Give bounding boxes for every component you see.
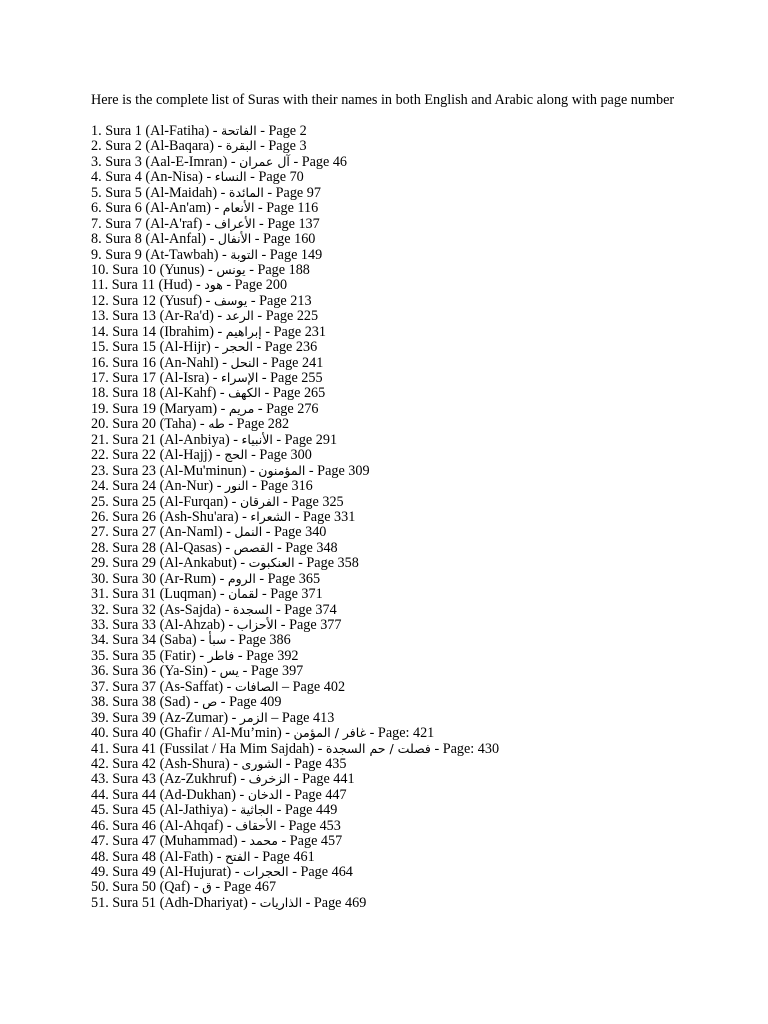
- sura-list-item: [91, 710, 691, 725]
- sura-page-number: - Page 467: [211, 879, 277, 896]
- sura-english-name: 15. Sura 15 (Al-Hijr) -: [91, 339, 223, 356]
- sura-english-name: 7. Sura 7 (Al-A'raf) -: [91, 215, 215, 232]
- sura-list-item: [91, 663, 691, 678]
- sura-page-number: - Page 449: [273, 802, 338, 819]
- sura-page-number: - Page 340: [262, 524, 327, 541]
- document-page: [91, 92, 691, 910]
- sura-english-name: 22. Sura 22 (Al-Hajj) -: [91, 447, 225, 464]
- sura-page-number: - Page 374: [272, 601, 337, 618]
- sura-page-number: - Page: 430: [430, 740, 500, 757]
- sura-list-item: [91, 324, 691, 339]
- sura-english-name: 37. Sura 37 (As-Saffat) -: [91, 678, 235, 695]
- sura-page-number: - Page 160: [251, 231, 316, 248]
- sura-page-number: - Page 348: [273, 539, 338, 556]
- sura-list-item: [91, 802, 691, 817]
- sura-arabic-name: الشورى: [241, 755, 283, 771]
- sura-list-item: [91, 694, 691, 709]
- sura-page-number: - Page 200: [222, 277, 288, 294]
- sura-list-item: [91, 586, 691, 601]
- sura-list-item: [91, 849, 691, 864]
- sura-arabic-name: الحج: [224, 447, 248, 463]
- sura-list-item: [91, 524, 691, 539]
- sura-arabic-name: يوسف: [213, 292, 248, 308]
- sura-english-name: 17. Sura 17 (Al-Isra) -: [91, 370, 222, 386]
- sura-page-number: - Page 447: [282, 786, 347, 803]
- sura-arabic-name: إبراهيم: [225, 323, 262, 339]
- sura-list-item: [91, 617, 691, 632]
- sura-list-item: [91, 231, 691, 246]
- sura-list-item: [91, 308, 691, 323]
- sura-page-number: - Page 453: [276, 817, 341, 834]
- sura-english-name: 5. Sura 5 (Al-Maidah) -: [91, 184, 229, 201]
- sura-english-name: 8. Sura 8 (Al-Anfal) -: [91, 231, 218, 248]
- sura-page-number: - Page 137: [255, 215, 320, 232]
- sura-page-number: – Page 402: [278, 678, 346, 695]
- sura-arabic-name: الدخان: [247, 786, 283, 802]
- sura-page-number: - Page 116: [254, 200, 319, 217]
- sura-list-item: [91, 741, 691, 756]
- sura-english-name: 50. Sura 50 (Qaf) -: [91, 879, 203, 896]
- sura-list-item: [91, 432, 691, 447]
- sura-arabic-name: الشعراء: [250, 508, 292, 524]
- sura-list-item: [91, 509, 691, 524]
- sura-english-name: 49. Sura 49 (Al-Hujurat) -: [91, 864, 244, 880]
- sura-list-item: [91, 416, 691, 431]
- sura-english-name: 32. Sura 32 (As-Sajda) -: [91, 601, 233, 618]
- sura-english-name: 1. Sura 1 (Al-Fatiha) -: [91, 123, 222, 139]
- sura-arabic-name: الأنبياء: [241, 431, 273, 447]
- sura-list: [91, 123, 691, 910]
- sura-arabic-name: السجدة: [232, 601, 273, 617]
- sura-english-name: 48. Sura 48 (Al-Fath) -: [91, 848, 225, 865]
- sura-page-number: - Page 241: [259, 354, 324, 371]
- sura-list-item: [91, 262, 691, 277]
- sura-english-name: 45. Sura 45 (Al-Jathiya) -: [91, 802, 240, 819]
- sura-list-item: [91, 756, 691, 771]
- sura-arabic-name: الحجرات: [243, 864, 289, 879]
- sura-list-item: [91, 154, 691, 169]
- sura-list-item: [91, 787, 691, 802]
- sura-arabic-name: سبأ: [208, 632, 227, 648]
- sura-page-number: - Page 358: [294, 555, 359, 572]
- sura-page-number: - Page 70: [246, 169, 304, 186]
- sura-page-number: - Page 225: [253, 308, 319, 325]
- sura-arabic-name: يونس: [216, 261, 246, 277]
- sura-page-number: - Page 188: [245, 261, 310, 278]
- sura-english-name: 44. Sura 44 (Ad-Dukhan) -: [91, 786, 248, 803]
- sura-arabic-name: الجاثية: [239, 802, 274, 818]
- sura-list-item: [91, 494, 691, 509]
- sura-page-number: - Page 276: [254, 400, 319, 417]
- sura-list-item: [91, 679, 691, 694]
- sura-arabic-name: الأحقاف: [235, 817, 277, 833]
- sura-list-item: [91, 123, 691, 138]
- sura-english-name: 36. Sura 36 (Ya-Sin) -: [91, 663, 220, 680]
- sura-page-number: – Page 413: [267, 709, 335, 726]
- sura-list-item: [91, 447, 691, 462]
- sura-arabic-name: الأحزاب: [236, 617, 278, 632]
- sura-list-item: [91, 632, 691, 647]
- sura-list-item: [91, 540, 691, 555]
- sura-english-name: 3. Sura 3 (Aal-E-Imran) -: [91, 153, 240, 170]
- sura-page-number: - Page 461: [250, 848, 315, 865]
- sura-page-number: - Page 300: [247, 447, 312, 464]
- sura-arabic-name: الأنعام: [222, 200, 255, 216]
- sura-arabic-name: المائدة: [228, 184, 264, 200]
- sura-list-item: [91, 216, 691, 231]
- sura-english-name: 39. Sura 39 (Az-Zumar) -: [91, 709, 240, 726]
- sura-page-number: - Page 469: [302, 894, 367, 911]
- sura-arabic-name: الزخرف: [248, 771, 291, 787]
- sura-page-number: - Page 365: [255, 570, 321, 587]
- sura-english-name: 51. Sura 51 (Adh-Dhariyat) -: [91, 894, 260, 911]
- sura-list-item: [91, 138, 691, 153]
- sura-arabic-name: المؤمنون: [258, 462, 306, 478]
- sura-english-name: 47. Sura 47 (Muhammad) -: [91, 833, 250, 850]
- sura-arabic-name: الرعد: [225, 308, 254, 324]
- sura-arabic-name: مريم: [228, 400, 255, 416]
- sura-arabic-name: هود: [204, 277, 223, 293]
- sura-arabic-name: النور: [224, 478, 249, 494]
- sura-list-item: [91, 277, 691, 292]
- sura-arabic-name: الزمر: [239, 709, 268, 725]
- sura-english-name: 29. Sura 29 (Al-Ankabut) -: [91, 555, 249, 572]
- sura-list-item: [91, 355, 691, 370]
- sura-list-item: [91, 401, 691, 416]
- sura-english-name: 11. Sura 11 (Hud) -: [91, 277, 205, 294]
- sura-arabic-name: آل عمران: [239, 153, 290, 169]
- sura-english-name: 12. Sura 12 (Yusuf) -: [91, 292, 214, 309]
- sura-list-item: [91, 818, 691, 833]
- sura-english-name: 13. Sura 13 (Ar-Ra'd) -: [91, 308, 226, 325]
- sura-page-number: - Page 309: [305, 462, 370, 479]
- sura-list-item: [91, 463, 691, 478]
- sura-list-item: [91, 833, 691, 848]
- sura-english-name: 42. Sura 42 (Ash-Shura) -: [91, 755, 242, 772]
- sura-page-number: - Page 392: [234, 647, 299, 664]
- sura-page-number: - Page: 421: [366, 725, 435, 742]
- sura-arabic-name: العنكبوت: [248, 555, 295, 571]
- sura-english-name: 38. Sura 38 (Sad) -: [91, 694, 203, 711]
- sura-arabic-name: الإسراء: [221, 370, 259, 385]
- sura-list-item: [91, 339, 691, 354]
- sura-arabic-name: النساء: [214, 169, 247, 185]
- sura-arabic-name: فاطر: [207, 647, 235, 663]
- sura-arabic-name: الحجر: [222, 339, 253, 355]
- sura-list-item: [91, 895, 691, 910]
- sura-list-item: [91, 555, 691, 570]
- sura-page-number: - Page 377: [277, 617, 342, 633]
- sura-list-item: [91, 185, 691, 200]
- sura-page-number: - Page 331: [291, 508, 356, 525]
- sura-page-number: - Page 435: [282, 755, 347, 772]
- sura-page-number: - Page 316: [248, 478, 313, 495]
- sura-english-name: 6. Sura 6 (Al-An'am) -: [91, 200, 223, 217]
- sura-page-number: - Page 231: [261, 323, 326, 340]
- sura-list-item: [91, 648, 691, 663]
- sura-arabic-name: فصلت / حم السجدة: [325, 740, 431, 756]
- sura-arabic-name: الفاتحة: [221, 123, 257, 138]
- sura-english-name: 26. Sura 26 (Ash-Shu'ara) -: [91, 508, 251, 525]
- sura-english-name: 23. Sura 23 (Al-Mu'minun) -: [91, 462, 259, 479]
- sura-english-name: 34. Sura 34 (Saba) -: [91, 632, 209, 649]
- sura-english-name: 4. Sura 4 (An-Nisa) -: [91, 169, 215, 186]
- sura-english-name: 10. Sura 10 (Yunus) -: [91, 261, 217, 278]
- sura-arabic-name: الأعراف: [214, 215, 256, 231]
- sura-arabic-name: لقمان: [228, 586, 259, 602]
- sura-arabic-name: الصافات: [234, 678, 279, 694]
- sura-english-name: 9. Sura 9 (At-Tawbah) -: [91, 246, 231, 263]
- sura-list-item: [91, 169, 691, 184]
- sura-arabic-name: الروم: [227, 570, 256, 586]
- sura-page-number: - Page 371: [258, 586, 323, 603]
- sura-english-name: 40. Sura 40 (Ghafir / Al-Mu’min) -: [91, 725, 294, 742]
- sura-page-number: - Page 282: [224, 416, 290, 433]
- sura-page-number: - Page 397: [239, 663, 304, 680]
- sura-arabic-name: البقرة: [225, 138, 257, 154]
- sura-english-name: 19. Sura 19 (Maryam) -: [91, 400, 229, 417]
- sura-arabic-name: ص: [202, 694, 218, 710]
- sura-english-name: 14. Sura 14 (Ibrahim) -: [91, 323, 226, 340]
- sura-arabic-name: غافر / المؤمن: [293, 725, 367, 741]
- sura-arabic-name: التوبة: [230, 246, 258, 262]
- sura-list-item: [91, 247, 691, 262]
- sura-english-name: 33. Sura 33 (Al-Ahzab) -: [91, 617, 237, 633]
- sura-page-number: - Page 441: [290, 771, 355, 788]
- sura-arabic-name: الفرقان: [239, 493, 280, 509]
- sura-english-name: 27. Sura 27 (An-Naml) -: [91, 524, 235, 541]
- sura-list-item: [91, 385, 691, 400]
- sura-page-number: - Page 325: [279, 493, 344, 510]
- intro-paragraph: Here is the complete list of Suras with their names in both English and Arabic along with page number: [91, 92, 675, 108]
- sura-arabic-name: ق: [202, 879, 212, 895]
- sura-arabic-name: النمل: [234, 524, 263, 540]
- sura-page-number: - Page 3: [256, 138, 307, 155]
- sura-english-name: 35. Sura 35 (Fatir) -: [91, 647, 208, 664]
- sura-english-name: 46. Sura 46 (Al-Ahqaf) -: [91, 817, 236, 834]
- sura-english-name: 21. Sura 21 (Al-Anbiya) -: [91, 431, 242, 448]
- sura-list-item: [91, 478, 691, 493]
- sura-list-item: [91, 879, 691, 894]
- sura-page-number: - Page 46: [289, 153, 348, 170]
- sura-arabic-name: الكهف: [228, 385, 261, 401]
- sura-list-item: [91, 293, 691, 308]
- sura-list-item: [91, 200, 691, 215]
- sura-arabic-name: النحل: [230, 354, 260, 370]
- sura-page-number: - Page 213: [247, 292, 312, 309]
- sura-arabic-name: يس: [219, 663, 240, 679]
- sura-list-item: [91, 602, 691, 617]
- sura-list-item: [91, 725, 691, 740]
- sura-page-number: - Page 386: [226, 632, 291, 649]
- sura-arabic-name: الذاريات: [259, 894, 303, 910]
- sura-english-name: 18. Sura 18 (Al-Kahf) -: [91, 385, 229, 402]
- sura-page-number: - Page 236: [252, 339, 318, 356]
- sura-page-number: - Page 265: [261, 385, 326, 402]
- sura-page-number: - Page 255: [258, 370, 323, 386]
- sura-page-number: - Page 291: [272, 431, 338, 448]
- sura-page-number: - Page 97: [263, 184, 321, 201]
- sura-page-number: - Page 409: [217, 694, 282, 711]
- sura-english-name: 24. Sura 24 (An-Nur) -: [91, 478, 225, 495]
- paragraph-spacer: [91, 108, 691, 123]
- sura-english-name: 41. Sura 41 (Fussilat / Ha Mim Sajdah) -: [91, 740, 326, 757]
- sura-list-item: [91, 864, 691, 879]
- sura-english-name: 2. Sura 2 (Al-Baqara) -: [91, 138, 226, 155]
- sura-english-name: 28. Sura 28 (Al-Qasas) -: [91, 539, 234, 556]
- sura-page-number: - Page 464: [288, 864, 353, 880]
- sura-english-name: 20. Sura 20 (Taha) -: [91, 416, 209, 433]
- sura-page-number: - Page 149: [257, 246, 323, 263]
- sura-page-number: - Page 457: [277, 833, 343, 850]
- sura-english-name: 31. Sura 31 (Luqman) -: [91, 586, 229, 603]
- sura-list-item: [91, 771, 691, 786]
- sura-english-name: 30. Sura 30 (Ar-Rum) -: [91, 570, 228, 587]
- sura-arabic-name: محمد: [249, 833, 278, 849]
- sura-list-item: [91, 370, 691, 385]
- sura-list-item: [91, 571, 691, 586]
- sura-arabic-name: الأنفال: [217, 231, 252, 247]
- sura-arabic-name: القصص: [233, 539, 274, 555]
- sura-page-number: - Page 2: [256, 123, 307, 139]
- sura-arabic-name: الفتح: [224, 848, 251, 864]
- sura-english-name: 43. Sura 43 (Az-Zukhruf) -: [91, 771, 249, 788]
- sura-arabic-name: طه: [208, 416, 225, 432]
- sura-english-name: 16. Sura 16 (An-Nahl) -: [91, 354, 231, 371]
- sura-english-name: 25. Sura 25 (Al-Furqan) -: [91, 493, 240, 510]
